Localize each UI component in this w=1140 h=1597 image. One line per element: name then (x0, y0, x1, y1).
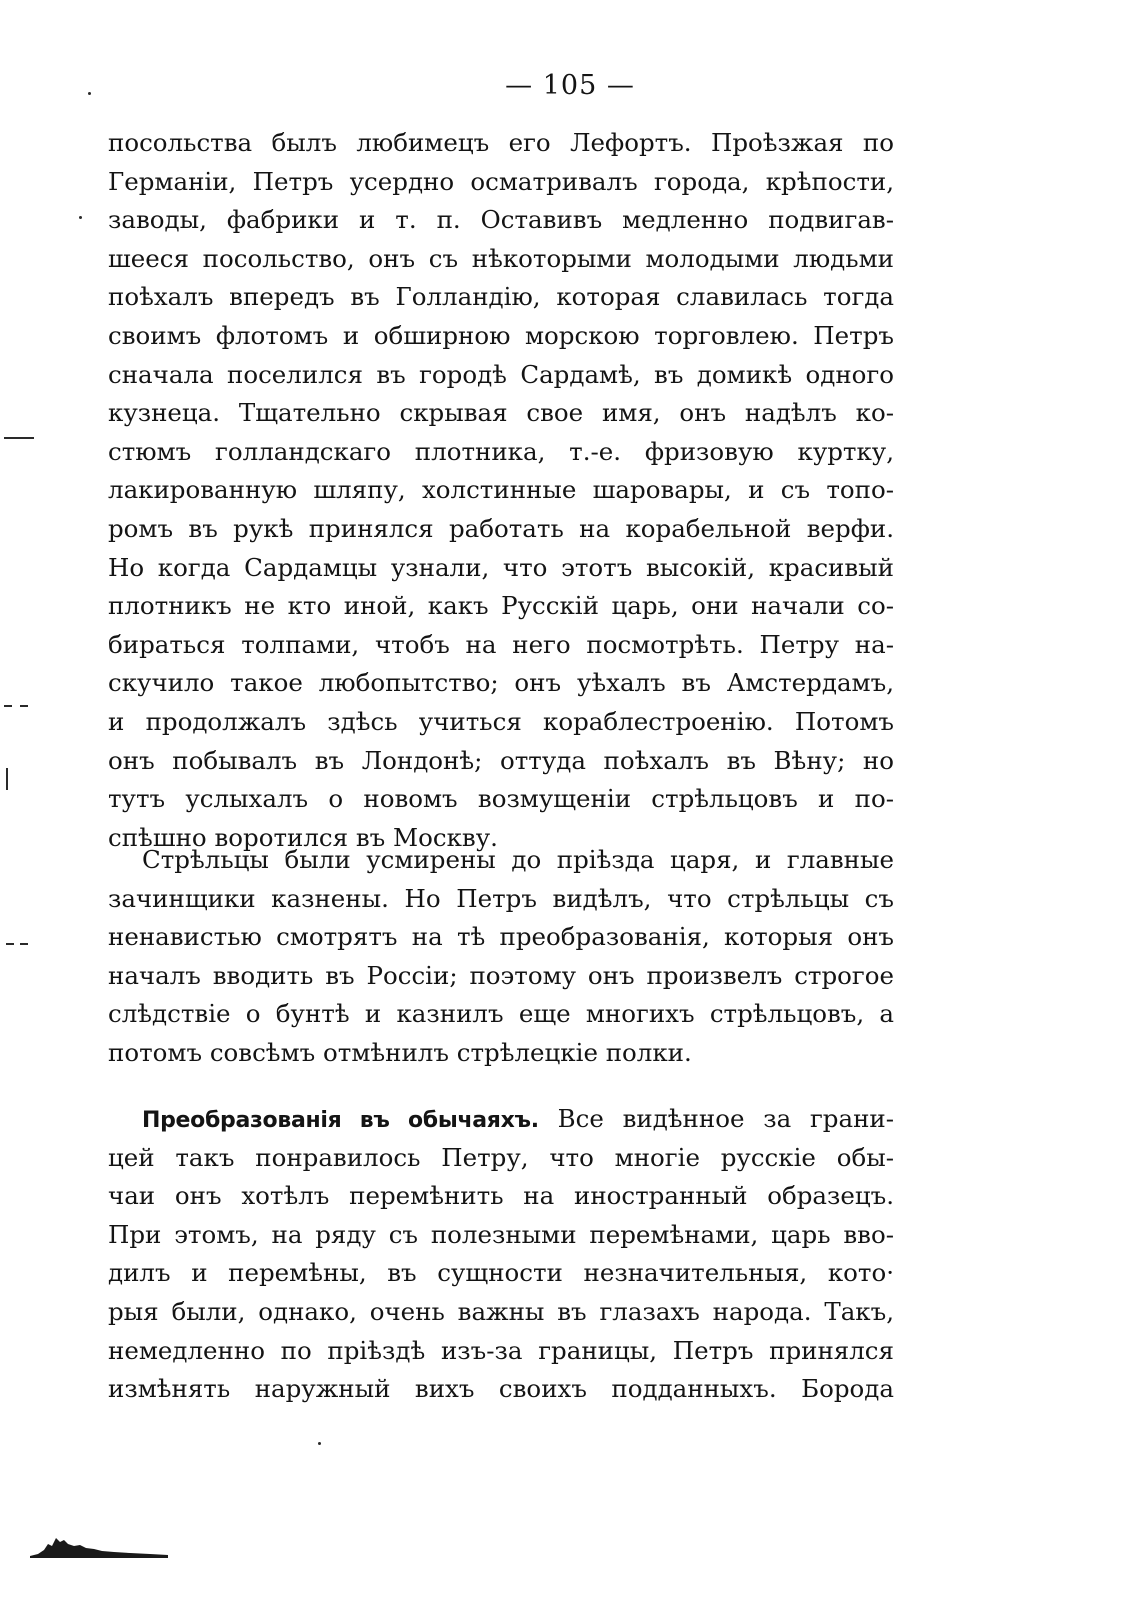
text-line: стюмъ голландскаго плотника, т.-е. фризовую куртку, (108, 436, 894, 466)
scan-mark (4, 705, 12, 707)
text-line (108, 1100, 894, 1139)
section-heading: Преобразованія въ обычаяхъ. (142, 1108, 539, 1133)
text-line: своимъ флотомъ и обширною морскою торговлею. Петръ (108, 320, 894, 350)
paragraph-lefort-travels (108, 124, 894, 857)
scan-mark (6, 768, 8, 790)
text-line: потомъ совсѣмъ отмѣнилъ стрѣлецкіе полки. (108, 1037, 692, 1067)
text-line: онъ побывалъ въ Лондонѣ; оттуда поѣхалъ въ Вѣну; но (108, 745, 894, 775)
paragraph-streltsy-revolt (108, 841, 894, 1073)
text-line: Германіи, Петръ усердно осматривалъ города, крѣпости, (108, 166, 894, 196)
text-line: лакированную шляпу, холстинные шаровары, и съ топо- (108, 475, 894, 505)
text-line: спѣшно воротился въ Москву. (108, 822, 498, 852)
text-line: посольства былъ любимецъ его Лефортъ. Проѣзжая по (108, 128, 894, 157)
heading-line-text: Все видѣнное за грани- (557, 1104, 895, 1133)
page-number: — 105 — (505, 70, 635, 101)
paragraph-customs-reform (108, 1100, 894, 1409)
text-line: Стрѣльцы были усмирены до пріѣзда царя, и главные (142, 845, 894, 874)
text-line: чаи онъ хотѣлъ перемѣнить на иностранный образецъ. (108, 1181, 894, 1211)
ink-blot-mark (30, 1528, 170, 1558)
text-line: бираться толпами, чтобъ на него посмотрѣть. Петру на- (108, 629, 894, 659)
scan-dot (79, 216, 82, 219)
scan-mark (6, 943, 14, 945)
text-line: немедленно по пріѣздѣ изъ-за границы, Петръ принялся (108, 1335, 894, 1365)
text-line: заводы, фабрики и т. п. Оставивъ медленно подвигав- (108, 205, 894, 235)
text-line: ненавистью смотрятъ на тѣ преобразованія, которыя онъ (108, 922, 894, 952)
text-line: сначала поселился въ городѣ Сардамѣ, въ домикѣ одного (108, 359, 894, 389)
text-line: измѣнять наружный вихъ своихъ подданныхъ. Борода (108, 1374, 894, 1404)
text-line: тутъ услыхалъ о новомъ возмущеніи стрѣльцовъ и по- (108, 784, 894, 814)
text-line: Но когда Сардамцы узнали, что этотъ высокій, красивый (108, 552, 894, 582)
scan-mark (20, 943, 28, 945)
text-line: цей такъ понравилось Петру, что многіе русскіе обы- (108, 1142, 894, 1172)
scan-dot (318, 1442, 321, 1445)
text-line: кузнеца. Тщательно скрывая свое имя, онъ надѣлъ ко- (108, 398, 894, 428)
text-line: шееся посольство, онъ съ нѣкоторыми молодыми людьми (108, 243, 894, 273)
text-line: дилъ и перемѣны, въ сущности незначительныя, кото· (108, 1258, 894, 1288)
text-line: и продолжалъ здѣсь учиться кораблестроенію. Потомъ (108, 706, 894, 736)
scan-dot (88, 92, 91, 95)
text-line: слѣдствіе о бунтѣ и казнилъ еще многихъ стрѣльцовъ, а (108, 999, 894, 1029)
scan-mark (20, 705, 28, 707)
text-line: При этомъ, на ряду съ полезными перемѣнами, царь вво- (108, 1219, 894, 1249)
text-line: началъ вводить въ Россіи; поэтому онъ произвелъ строгое (108, 960, 894, 990)
text-line: скучило такое любопытство; онъ уѣхалъ въ Амстердамъ, (108, 668, 894, 698)
text-line: ромъ въ рукѣ принялся работать на корабельной верфи. (108, 513, 894, 543)
scan-mark (4, 437, 34, 439)
text-line: рыя были, однако, очень важны въ глазахъ народа. Такъ, (108, 1296, 894, 1326)
text-line: плотникъ не кто иной, какъ Русскій царь, они начали со- (108, 591, 894, 621)
text-line: поѣхалъ впередъ въ Голландію, которая славилась тогда (108, 282, 894, 312)
text-line: зачинщики казнены. Но Петръ видѣлъ, что стрѣльцы съ (108, 883, 894, 913)
